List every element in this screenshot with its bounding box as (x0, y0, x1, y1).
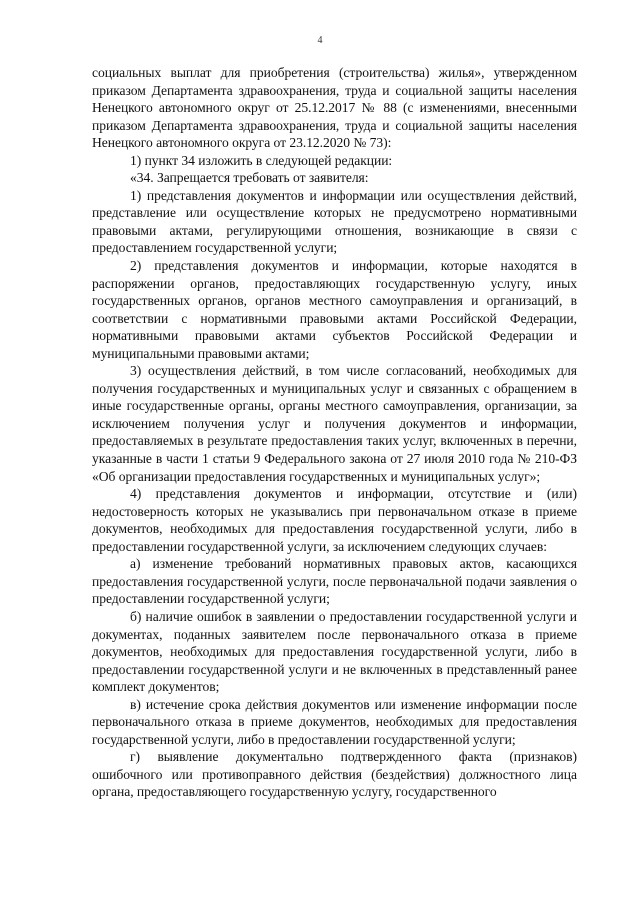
paragraph-subitem-g: г) выявление документально подтвержденного факта (признаков) ошибочного или противоправного действия (бездействия) должностного лица органа, предоставляющего государственную услугу, государственного (92, 749, 577, 800)
paragraph-clause-item-3: 3) осуществления действий, в том числе согласований, необходимых для получения государственных и муниципальных услуг и связанных с обращением в иные государственные органы, органы местного самоуправления, организации, за исключением получения услуг и получения документов и информации, предоставляемых в результате предоставления таких услуг, включенных в перечни, указанные в части 1 статьи 9 Федерального закона от 27 июля 2010 года № 210-ФЗ «Об организации предоставления государственных и муниципальных услуг»; (92, 363, 577, 484)
paragraph-clause-item-2: 2) представления документов и информации, которые находятся в распоряжении органов, предоставляющих государственную услугу, иных государственных органов, органов местного самоуправления и организаций, в соответствии с нормативными правовыми актами Российской Федерации, нормативными правовыми актами субъектов Российской Федерации и муниципальными правовыми актами; (92, 258, 577, 361)
paragraph-clause-item-1: 1) представления документов и информации или осуществления действий, представление или осуществление которых не предусмотрено нормативными правовыми актами, регулирующими отношения, возникающие в связи с предоставлением государственной услуги; (92, 187, 577, 256)
paragraph-clause-item-4: 4) представления документов и информации, отсутствие и (или) недостоверность которых не указывались при первоначальном отказе в приеме документов, необходимых для предоставления государственной услуги, либо в предоставлении государственной услуги, за исключением следующих случаев: (92, 486, 577, 554)
paragraph-subitem-b: б) наличие ошибок в заявлении о предоставлении государственной услуги и документах, поданных заявителем после первоначального отказа в приеме документов, необходимых для предоставления государственной услуги, либо в предоставлении государственной услуги и не включенных в представленный ранее комплект документов; (92, 608, 577, 695)
paragraph-subitem-v: в) истечение срока действия документов или изменение информации после первоначального отказа в приеме документов, необходимых для предоставления государственной услуги, либо в предоставлении государственной услуги; (92, 696, 577, 747)
paragraph-subitem-a: а) изменение требований нормативных правовых актов, касающихся предоставления государственной услуги, после первоначальной подачи заявления о предоставлении государственной услуги; (92, 556, 577, 607)
document-body (92, 64, 577, 801)
paragraph-intro-continuation: социальных выплат для приобретения (строительства) жилья», утвержденном приказом Департамента здравоохранения, труда и социальной защиты населения Ненецкого автономного округ от 25.12.2017 № 88 (с изменениями, внесенными приказом Департамента здравоохранения, труда и социальной защиты населения Ненецкого автономного округа от 23.12.2020 № 73): (92, 65, 577, 151)
paragraph-clause-34-heading: «34. Запрещается требовать от заявителя: (130, 170, 369, 186)
paragraph-amendment-item: 1) пункт 34 изложить в следующей редакции: (130, 152, 393, 168)
page-number: 4 (317, 35, 323, 46)
